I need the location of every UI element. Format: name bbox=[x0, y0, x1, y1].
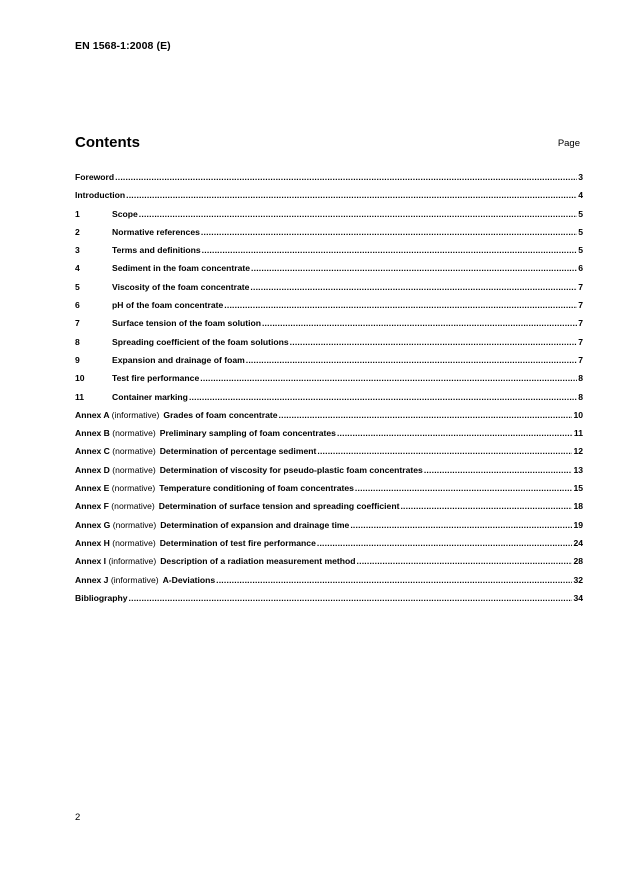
toc-title: Foreword bbox=[75, 172, 115, 182]
toc-title: Determination of test fire performance bbox=[159, 537, 316, 548]
toc-page-number: 4 bbox=[578, 190, 583, 201]
toc-dot-leader bbox=[201, 227, 577, 237]
toc-entry[interactable] bbox=[75, 337, 583, 355]
toc-dot-leader bbox=[400, 501, 572, 511]
toc-title: Terms and definitions bbox=[112, 245, 201, 256]
toc-entry[interactable] bbox=[75, 263, 583, 281]
toc-page-number: 6 bbox=[578, 263, 583, 274]
toc-title: Surface tension of the foam solution bbox=[112, 318, 261, 329]
annex-id: Annex J bbox=[75, 574, 109, 585]
annex-id: Annex G bbox=[75, 519, 111, 530]
toc-dot-leader bbox=[337, 428, 573, 438]
toc-entry[interactable] bbox=[75, 446, 583, 464]
toc-entry[interactable] bbox=[75, 556, 583, 574]
toc-dot-leader bbox=[224, 300, 577, 310]
toc-title: Introduction bbox=[75, 190, 126, 201]
toc-page-number: 8 bbox=[578, 373, 583, 384]
page-number: 2 bbox=[75, 812, 81, 823]
toc-dot-leader bbox=[216, 575, 572, 585]
toc-entry[interactable] bbox=[75, 410, 583, 428]
toc-entry[interactable] bbox=[75, 318, 583, 336]
toc-entry[interactable] bbox=[75, 227, 583, 245]
toc-title: Scope bbox=[112, 208, 138, 219]
toc-page-number: 11 bbox=[573, 428, 583, 439]
annex-id: Annex C bbox=[75, 446, 110, 457]
toc-title: A-Deviations bbox=[162, 574, 216, 585]
toc-annex-label bbox=[75, 446, 160, 456]
toc-title: Temperature conditioning of foam concentrates bbox=[159, 483, 354, 494]
annex-type: (normative) bbox=[112, 464, 156, 475]
toc-annex-label bbox=[75, 483, 159, 493]
toc-entry[interactable] bbox=[75, 392, 583, 410]
toc-dot-leader bbox=[129, 593, 573, 603]
toc-clause-number: 8 bbox=[75, 336, 80, 347]
toc-page-number: 19 bbox=[573, 519, 583, 530]
toc-dot-leader bbox=[350, 520, 572, 530]
toc-title: pH of the foam concentrate bbox=[112, 300, 224, 311]
toc-page-number: 7 bbox=[578, 354, 583, 365]
toc-title: Determination of viscosity for pseudo-plastic foam concentrates bbox=[159, 464, 423, 475]
toc-entry[interactable] bbox=[75, 172, 583, 190]
annex-type: (normative) bbox=[111, 483, 156, 494]
toc-title: Viscosity of the foam concentrate bbox=[112, 281, 250, 292]
annex-type: (informative) bbox=[110, 574, 159, 585]
toc-entry[interactable] bbox=[75, 575, 583, 593]
toc-dot-leader bbox=[202, 245, 578, 255]
toc-annex-label bbox=[75, 501, 159, 511]
toc-dot-leader bbox=[250, 282, 577, 292]
toc-annex-label bbox=[75, 410, 163, 420]
annex-id: Annex H bbox=[75, 537, 110, 548]
toc-page-number: 28 bbox=[573, 556, 583, 567]
toc-page-number: 24 bbox=[573, 537, 583, 548]
toc-dot-leader bbox=[189, 392, 577, 402]
annex-id: Annex B bbox=[75, 428, 110, 439]
toc-page-number: 12 bbox=[573, 446, 583, 457]
toc-dot-leader bbox=[251, 263, 577, 273]
toc-clause-number: 4 bbox=[75, 263, 80, 274]
toc-title: Determination of surface tension and spreading coefficient bbox=[158, 501, 400, 512]
toc-dot-leader bbox=[115, 172, 577, 182]
toc-dot-leader bbox=[139, 209, 577, 219]
toc-entry[interactable] bbox=[75, 209, 583, 227]
contents-heading: Contents bbox=[75, 134, 140, 151]
toc-title: Preliminary sampling of foam concentrates bbox=[159, 428, 336, 439]
table-of-contents bbox=[75, 172, 583, 611]
toc-page-number: 15 bbox=[573, 483, 583, 494]
page-column-label: Page bbox=[557, 138, 580, 149]
toc-entry[interactable] bbox=[75, 538, 583, 556]
annex-id: Annex I bbox=[75, 556, 107, 567]
toc-dot-leader bbox=[200, 373, 577, 383]
annex-type: (informative) bbox=[111, 409, 160, 420]
toc-title: Expansion and drainage of foam bbox=[112, 354, 245, 365]
toc-page-number: 7 bbox=[578, 281, 583, 292]
annex-id: Annex F bbox=[75, 501, 109, 512]
toc-dot-leader bbox=[357, 556, 573, 566]
toc-entry[interactable] bbox=[75, 483, 583, 501]
toc-entry[interactable] bbox=[75, 373, 583, 391]
toc-annex-label bbox=[75, 538, 160, 548]
annex-id: Annex E bbox=[75, 483, 110, 494]
toc-page-number: 5 bbox=[578, 245, 583, 256]
toc-dot-leader bbox=[126, 190, 577, 200]
toc-annex-label bbox=[75, 465, 160, 475]
toc-entry[interactable] bbox=[75, 501, 583, 519]
toc-title: Bibliography bbox=[75, 592, 128, 603]
toc-dot-leader bbox=[279, 410, 573, 420]
toc-annex-label bbox=[75, 520, 160, 530]
toc-dot-leader bbox=[317, 446, 572, 456]
toc-entry[interactable] bbox=[75, 593, 583, 611]
toc-clause-number: 11 bbox=[75, 391, 85, 402]
toc-dot-leader bbox=[317, 538, 573, 548]
toc-clause-number: 9 bbox=[75, 354, 80, 365]
toc-title: Determination of percentage sediment bbox=[159, 446, 317, 457]
toc-clause-number: 10 bbox=[75, 373, 85, 384]
toc-page-number: 8 bbox=[578, 391, 583, 402]
annex-type: (informative) bbox=[108, 556, 157, 567]
toc-dot-leader bbox=[246, 355, 577, 365]
toc-clause-number: 2 bbox=[75, 226, 80, 237]
toc-page-number: 7 bbox=[578, 336, 583, 347]
toc-title: Grades of foam concentrate bbox=[163, 409, 278, 420]
annex-type: (normative) bbox=[112, 428, 156, 439]
toc-entry[interactable] bbox=[75, 282, 583, 300]
toc-entry[interactable] bbox=[75, 245, 583, 263]
toc-clause-number: 7 bbox=[75, 318, 80, 329]
document-id: EN 1568-1:2008 (E) bbox=[75, 40, 171, 52]
toc-page-number: 13 bbox=[573, 464, 583, 475]
annex-type: (normative) bbox=[112, 519, 157, 530]
annex-type: (normative) bbox=[112, 537, 156, 548]
toc-title: Sediment in the foam concentrate bbox=[112, 263, 251, 274]
annex-type: (normative) bbox=[111, 501, 155, 512]
toc-page-number: 7 bbox=[578, 318, 583, 329]
annex-id: Annex D bbox=[75, 464, 110, 475]
toc-dot-leader bbox=[355, 483, 573, 493]
toc-title: Container marking bbox=[112, 391, 188, 402]
toc-page-number: 34 bbox=[573, 592, 583, 603]
toc-page-number: 5 bbox=[578, 226, 583, 237]
toc-page-number: 7 bbox=[578, 300, 583, 311]
toc-clause-number: 1 bbox=[75, 208, 80, 219]
toc-dot-leader bbox=[262, 318, 577, 328]
toc-entry[interactable] bbox=[75, 190, 583, 208]
toc-title: Determination of expansion and drainage time bbox=[160, 519, 350, 530]
toc-page-number: 5 bbox=[578, 208, 583, 219]
toc-annex-label bbox=[75, 428, 160, 438]
toc-entry[interactable] bbox=[75, 465, 583, 483]
toc-page-number: 18 bbox=[573, 501, 583, 512]
toc-clause-number: 3 bbox=[75, 245, 80, 256]
toc-entry[interactable] bbox=[75, 520, 583, 538]
toc-title: Spreading coefficient of the foam solutions bbox=[112, 336, 289, 347]
toc-page-number: 32 bbox=[573, 574, 583, 585]
toc-entry[interactable] bbox=[75, 428, 583, 446]
toc-entry[interactable] bbox=[75, 300, 583, 318]
toc-page-number: 3 bbox=[578, 172, 583, 182]
annex-type: (normative) bbox=[112, 446, 156, 457]
toc-clause-number: 5 bbox=[75, 281, 80, 292]
toc-title: Test fire performance bbox=[112, 373, 200, 384]
toc-dot-leader bbox=[424, 465, 573, 475]
toc-page-number: 10 bbox=[573, 409, 583, 420]
toc-dot-leader bbox=[290, 337, 578, 347]
toc-clause-number: 6 bbox=[75, 300, 80, 311]
toc-title: Description of a radiation measurement method bbox=[160, 556, 356, 567]
toc-title: Normative references bbox=[112, 226, 200, 237]
toc-annex-label bbox=[75, 556, 160, 566]
toc-entry[interactable] bbox=[75, 355, 583, 373]
annex-id: Annex A bbox=[75, 409, 110, 420]
toc-annex-label bbox=[75, 575, 163, 585]
